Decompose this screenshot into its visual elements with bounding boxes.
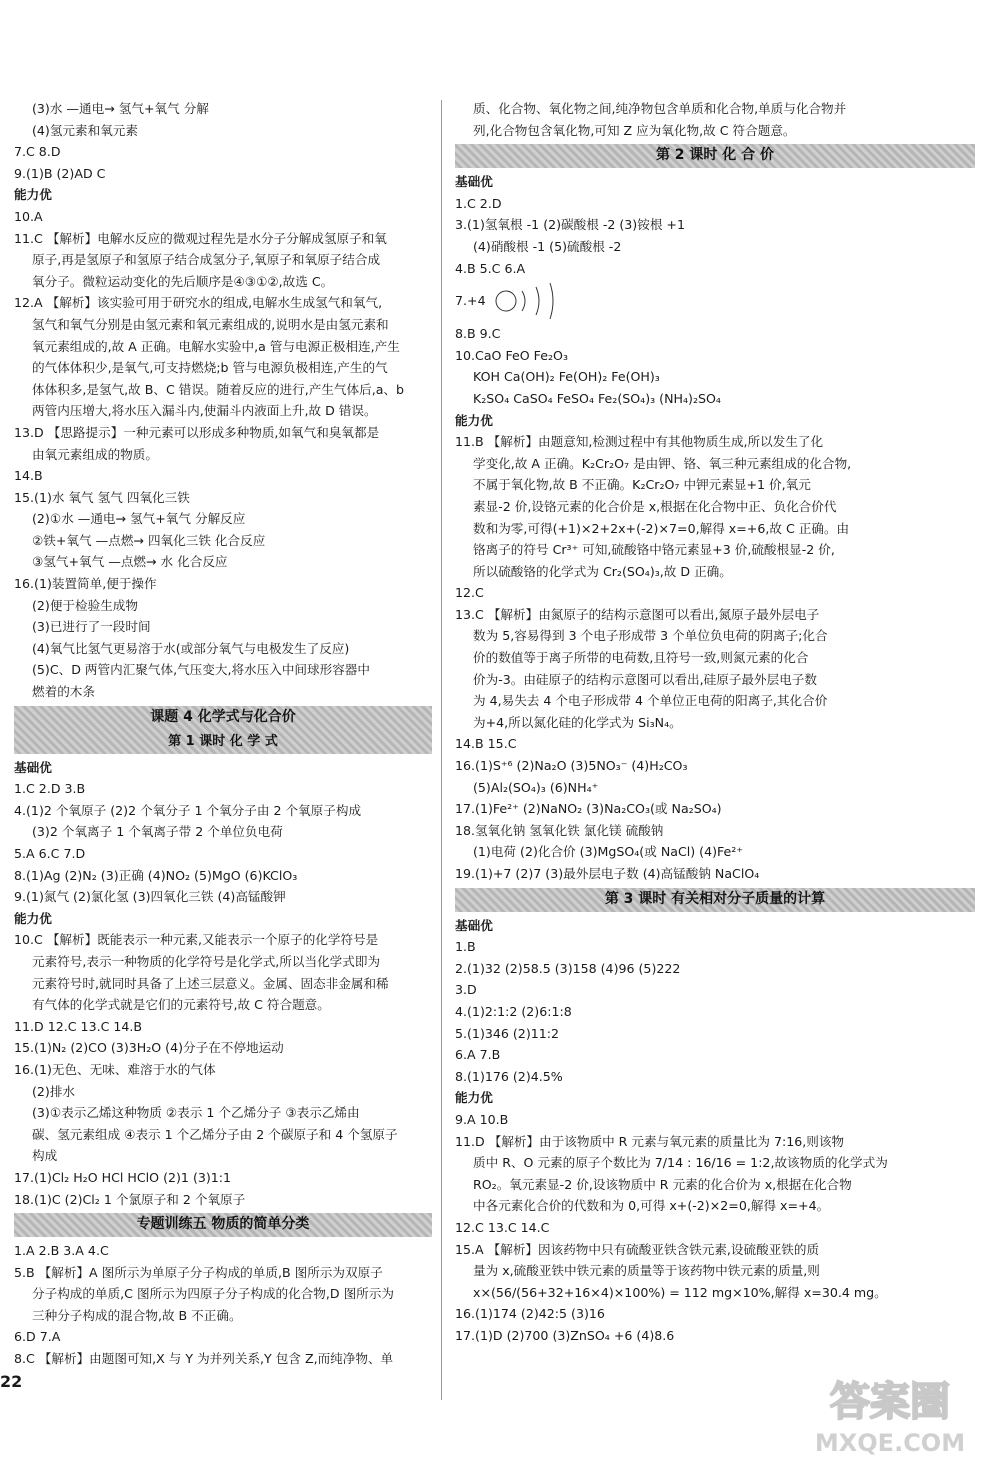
answer-line: 价为-3。由硅原子的结构示意图可以看出,硅原子最外层电子数 bbox=[473, 671, 817, 687]
answer-line: 不属于氧化物,故 B 不正确。K₂Cr₂O₇ 中钾元素显+1 价,氧元 bbox=[473, 477, 811, 493]
answer-line: (1)电荷 (2)化合价 (3)MgSO₄(或 NaCl) (4)Fe²⁺ bbox=[473, 844, 744, 860]
answer-line: 5.(1)346 (2)11:2 bbox=[455, 1025, 560, 1041]
answer-line: (3)2 个氧离子 1 个氧离子带 2 个单位负电荷 bbox=[32, 824, 283, 840]
answer-line: 13.C 【解析】由氮原子的结构示意图可以看出,氮原子最外层电子 bbox=[455, 606, 820, 622]
answer-line: 中各元素化合价的代数和为 0,可得 x+(-2)×2=0,解得 x=+4。 bbox=[473, 1198, 830, 1214]
answer-line: 3.D bbox=[455, 982, 477, 998]
answer-line: (2)①水 —通电→ 氢气+氧气 分解反应 bbox=[32, 511, 246, 527]
answer-line: 元素符号,表示一种物质的化学符号是化学式,所以当化学式即为 bbox=[32, 953, 381, 969]
answer-line: 10.A bbox=[14, 208, 43, 224]
answer-line: 15.(1)N₂ (2)CO (3)3H₂O (4)分子在不停地运动 bbox=[14, 1040, 284, 1056]
answer-line: 1.B bbox=[455, 939, 476, 955]
answer-line: 13.D 【思路提示】一种元素可以形成多种物质,如氧气和臭氧都是 bbox=[14, 424, 380, 440]
answer-line: 10.CaO FeO Fe₂O₃ bbox=[455, 347, 568, 363]
answer-line: 9.(1)B (2)AD C bbox=[14, 165, 106, 181]
answer-line: 16.(1)174 (2)42:5 (3)16 bbox=[455, 1306, 605, 1322]
answer-line: 3.(1)氢氧根 -1 (2)碳酸根 -2 (3)铵根 +1 bbox=[455, 217, 685, 233]
answer-line: 两管内压增大,将水压入漏斗内,使漏斗内液面上升,故 D 错误。 bbox=[32, 403, 377, 419]
answer-line: (2)便于检验生成物 bbox=[32, 597, 138, 613]
section-banner: 第 3 课时 有关相对分子质量的计算 bbox=[455, 888, 975, 912]
answer-line: 量为 x,硫酸亚铁中铁元素的质量等于该药物中铁元素的质量,则 bbox=[473, 1263, 820, 1279]
answer-line: 三种分子构成的混合物,故 B 不正确。 bbox=[32, 1307, 242, 1323]
answer-line: 的气体体积少,是氧气,可支持燃烧;b 管与电源负极相连,产生的气 bbox=[32, 360, 388, 376]
answer-line: 数为 5,容易得到 3 个电子形成带 3 个单位负电荷的阴离子;化合 bbox=[473, 628, 828, 644]
answer-line: 16.(1)装置简单,便于操作 bbox=[14, 576, 157, 592]
answer-line: 12.A 【解析】该实验可用于研究水的组成,电解水生成氢气和氧气, bbox=[14, 295, 383, 311]
answer-line: 16.(1)无色、无味、难溶于水的气体 bbox=[14, 1061, 216, 1077]
answer-line: K₂SO₄ CaSO₄ FeSO₄ Fe₂(SO₄)₃ (NH₄)₂SO₄ bbox=[473, 390, 721, 406]
answer-line: 8.(1)Ag (2)N₂ (3)正确 (4)NO₂ (5)MgO (6)KClO₃ bbox=[14, 867, 298, 883]
answer-line: 17.(1)D (2)700 (3)ZnSO₄ +6 (4)8.6 bbox=[455, 1327, 675, 1343]
answer-line: 氧分子。微粒运动变化的先后顺序是④③①②,故选 C。 bbox=[32, 273, 334, 289]
answer-line: 14.B 15.C bbox=[455, 736, 517, 752]
answer-line: 素显-2 价,设铬元素的化合价是 x,根据在化合物中正、负化合价代 bbox=[473, 498, 837, 514]
answer-line: 氢气和氧气分别是由氢元素和氧元素组成的,说明水是由氢元素和 bbox=[32, 316, 389, 332]
answer-line: 12.C 13.C 14.C bbox=[455, 1219, 550, 1235]
atom-structure-diagram bbox=[492, 281, 562, 321]
answer-line: 碳、氢元素组成 ④表示 1 个乙烯分子由 2 个碳原子和 4 个氢原子 bbox=[32, 1126, 398, 1142]
answer-line: 列,化合物包含氧化物,可知 Z 应为氧化物,故 C 符合题意。 bbox=[473, 122, 796, 138]
answer-line: 18.氢氧化钠 氢氧化铁 氯化镁 硫酸钠 bbox=[455, 822, 664, 838]
watermark-url: MXQE.COM bbox=[814, 1429, 966, 1457]
answer-line: (2)排水 bbox=[32, 1083, 76, 1099]
answer-line: 9.(1)氮气 (2)氯化氢 (3)四氧化三铁 (4)高锰酸钾 bbox=[14, 889, 286, 905]
section-label: 基础优 bbox=[14, 759, 52, 775]
answer-line: 1.A 2.B 3.A 4.C bbox=[14, 1243, 109, 1259]
answer-line: (3)水 —通电→ 氢气+氧气 分解 bbox=[32, 101, 209, 116]
answer-line: 8.B 9.C bbox=[455, 326, 501, 342]
answer-line: 19.(1)+7 (2)7 (3)最外层电子数 (4)高锰酸钠 NaClO₄ bbox=[455, 866, 760, 881]
answer-line: 18.(1)C (2)Cl₂ 1 个氯原子和 2 个氧原子 bbox=[14, 1191, 246, 1207]
answer-line: 11.D 【解析】由于该物质中 R 元素与氧元素的质量比为 7:16,则该物 bbox=[455, 1133, 845, 1149]
answer-line: 质中 R、O 元素的原子个数比为 7/14 : 16/16 = 1:2,故该物质的化学式为 bbox=[473, 1155, 888, 1171]
answer-line: 2.(1)32 (2)58.5 (3)158 (4)96 (5)222 bbox=[455, 960, 681, 976]
answer-line: 16.(1)S⁺⁶ (2)Na₂O (3)5NO₃⁻ (4)H₂CO₃ bbox=[455, 758, 688, 774]
answer-line: 5.B 【解析】A 图所示为单原子分子构成的单质,B 图所示为双原子 bbox=[14, 1264, 383, 1280]
answer-line bbox=[455, 279, 975, 323]
column-divider bbox=[441, 100, 442, 1400]
answer-line: (3)已进行了一段时间 bbox=[32, 619, 151, 635]
answer-line: KOH Ca(OH)₂ Fe(OH)₂ Fe(OH)₃ bbox=[473, 369, 660, 385]
answer-text: 7.+4 bbox=[455, 293, 486, 309]
answer-line: x×(56/(56+32+16×4)×100%) = 112 mg×10%,解得 x=30.4 mg。 bbox=[473, 1284, 887, 1300]
answer-line: 6.A 7.B bbox=[455, 1047, 501, 1063]
answer-line: 11.C 【解析】电解水反应的微观过程先是水分子分解成氢原子和氧 bbox=[14, 230, 387, 246]
section-banner bbox=[14, 706, 432, 754]
answer-line: 为 4,易失去 4 个电子形成带 4 个单位正电荷的阳离子,其化合价 bbox=[473, 693, 828, 709]
answer-line: 1.C 2.D 3.B bbox=[14, 781, 86, 797]
answer-line: 构成 bbox=[32, 1148, 58, 1164]
answer-line: ③氢气+氧气 —点燃→ 水 化合反应 bbox=[32, 554, 228, 570]
answer-line: 学变化,故 A 正确。K₂Cr₂O₇ 是由钾、铬、氧三种元素组成的化合物, bbox=[473, 455, 852, 471]
answer-line: (5)Al₂(SO₄)₃ (6)NH₄⁺ bbox=[473, 779, 599, 795]
answer-line: 数和为零,可得(+1)×2+2x+(-2)×7=0,解得 x=+6,故 C 正确。由 bbox=[473, 520, 850, 536]
answer-line: 氧元素组成的,故 A 正确。电解水实验中,a 管与电源正极相连,产生 bbox=[32, 338, 400, 354]
answer-line: 7.C 8.D bbox=[14, 144, 61, 160]
page-number: 22 bbox=[0, 1372, 23, 1391]
section-label: 能力优 bbox=[455, 412, 493, 428]
watermark-logo bbox=[790, 1363, 990, 1463]
answer-line: 11.B 【解析】由题意知,检测过程中有其他物质生成,所以发生了化 bbox=[455, 434, 824, 450]
answer-line: (4)氧气比氢气更易溶于水(或部分氧气与电极发生了反应) bbox=[32, 640, 350, 656]
answer-line: 10.C 【解析】既能表示一种元素,又能表示一个原子的化学符号是 bbox=[14, 932, 379, 948]
answer-line: 6.D 7.A bbox=[14, 1329, 61, 1345]
banner-title: 课题 4 化学式与化合价 bbox=[150, 709, 296, 726]
answer-line: 体体积多,是氢气,故 B、C 错误。随着反应的进行,产生气体后,a、b bbox=[32, 381, 405, 397]
answer-line: 8.(1)176 (2)4.5% bbox=[455, 1068, 563, 1084]
answer-line: 质、化合物、氧化物之间,纯净物包含单质和化合物,单质与化合物并 bbox=[473, 101, 847, 116]
answer-line: 11.D 12.C 13.C 14.B bbox=[14, 1018, 143, 1034]
answer-line: 14.B bbox=[14, 468, 43, 484]
answer-line: 为+4,所以氮化硅的化学式为 Si₃N₄。 bbox=[473, 714, 682, 730]
section-label: 能力优 bbox=[455, 1090, 493, 1106]
answer-line: (4)氢元素和氧元素 bbox=[32, 122, 138, 138]
right-column bbox=[455, 98, 975, 1346]
answer-line: 4.B 5.C 6.A bbox=[455, 260, 526, 276]
answer-line: 有气体的化学式就是它们的元素符号,故 C 符合题意。 bbox=[32, 997, 330, 1013]
answer-line: 由氧元素组成的物质。 bbox=[32, 446, 158, 462]
answer-line: (5)C、D 两管内汇聚气体,气压变大,将水压入中间球形容器中 bbox=[32, 662, 370, 678]
section-label: 基础优 bbox=[455, 917, 493, 933]
banner-subtitle: 第 1 课时 化 学 式 bbox=[168, 733, 278, 749]
section-label: 能力优 bbox=[14, 187, 52, 203]
section-label: 基础优 bbox=[455, 174, 493, 190]
answer-line: 15.A 【解析】因该药物中只有硫酸亚铁含铁元素,设硫酸亚铁的质 bbox=[455, 1241, 820, 1257]
left-column bbox=[14, 98, 432, 1370]
section-banner: 专题训练五 物质的简单分类 bbox=[14, 1213, 432, 1237]
answer-line: 17.(1)Cl₂ H₂O HCl HClO (2)1 (3)1:1 bbox=[14, 1169, 232, 1185]
answer-line: 分子构成的单质,C 图所示为四原子分子构成的化合物,D 图所示为 bbox=[32, 1286, 394, 1302]
answer-line: 17.(1)Fe²⁺ (2)NaNO₂ (3)Na₂CO₃(或 Na₂SO₄) bbox=[455, 801, 722, 817]
answer-line: 4.(1)2:1:2 (2)6:1:8 bbox=[455, 1003, 572, 1019]
answer-line: 元素符号时,就同时具备了上述三层意义。金属、固态非金属和稀 bbox=[32, 975, 389, 991]
answer-line: 价的数值等于离子所带的电荷数,且符号一致,则氮元素的化合 bbox=[473, 650, 809, 666]
answer-line: 5.A 6.C 7.D bbox=[14, 846, 86, 861]
answer-line: ②铁+氧气 —点燃→ 四氧化三铁 化合反应 bbox=[32, 532, 266, 548]
answer-line: 12.C bbox=[455, 585, 484, 601]
answer-line: 9.A 10.B bbox=[455, 1111, 509, 1127]
answer-line: 4.(1)2 个氧原子 (2)2 个氧分子 1 个氧分子由 2 个氧原子构成 bbox=[14, 802, 362, 818]
answer-line: RO₂。氧元素显-2 价,设该物质中 R 元素的化合价为 x,根据在化合物 bbox=[473, 1176, 852, 1192]
watermark-text: 答案圈 bbox=[830, 1379, 950, 1425]
answer-line: 8.C 【解析】由题图可知,X 与 Y 为并列关系,Y 包含 Z,而纯净物、单 bbox=[14, 1351, 394, 1367]
answer-line: 所以硫酸铬的化学式为 Cr₂(SO₄)₃,故 D 正确。 bbox=[473, 563, 732, 579]
answer-line: 原子,再是氢原子和氢原子结合成氢分子,氧原子和氧原子结合成 bbox=[32, 252, 381, 268]
answer-line: 15.(1)水 氧气 氢气 四氧化三铁 bbox=[14, 489, 190, 505]
answer-line: (3)①表示乙烯这种物质 ②表示 1 个乙烯分子 ③表示乙烯由 bbox=[32, 1105, 360, 1121]
answer-line: 1.C 2.D bbox=[455, 195, 502, 211]
answer-line: (4)硝酸根 -1 (5)硫酸根 -2 bbox=[473, 238, 622, 254]
answer-line: 铬离子的符号 Cr³⁺ 可知,硫酸铬中铬元素显+3 价,硫酸根显-2 价, bbox=[473, 542, 835, 558]
section-banner: 第 2 课时 化 合 价 bbox=[455, 144, 975, 168]
answer-line: 燃着的木条 bbox=[32, 684, 95, 700]
section-label: 能力优 bbox=[14, 910, 52, 926]
